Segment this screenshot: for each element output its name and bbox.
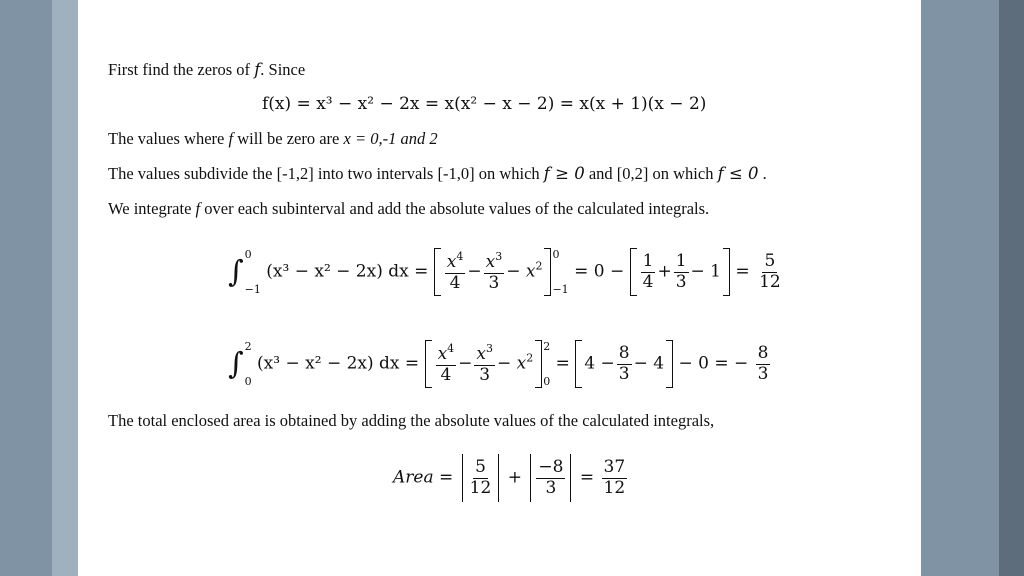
intro-suffix: . Since	[260, 60, 306, 79]
abs-bar	[498, 454, 499, 502]
frame-band-right-outer	[999, 0, 1024, 576]
integrate-line	[108, 199, 709, 219]
integral-upper-limit: 0	[244, 248, 252, 261]
area-result-denominator: 12	[603, 477, 626, 498]
integrand: (x³ − x² − 2x) dx =	[266, 261, 429, 282]
fraction: $\frac{1}{3}$	[675, 250, 687, 292]
integral-sign: ∫	[228, 346, 244, 382]
zeros-line	[108, 129, 438, 149]
fraction: $\frac{x^4}{4}$	[437, 341, 455, 385]
frame-band-left-inner	[52, 0, 78, 576]
zeros-f: f	[228, 129, 234, 148]
abs-bar	[570, 454, 571, 502]
zeros-values: x = 0,-1 and 2	[343, 129, 438, 148]
result-denominator: 12	[759, 271, 781, 292]
integrand: (x³ − x² − 2x) dx =	[257, 353, 420, 374]
fraction: $\frac{x^3}{3}$	[476, 341, 493, 385]
integral-limits	[245, 341, 252, 387]
fraction: $\frac{x^4}{4}$	[446, 249, 464, 293]
area-result-numerator: 37	[603, 456, 626, 477]
eval-upper-limit: 2	[543, 340, 551, 353]
fraction: $\frac{-8}{3}$	[538, 456, 564, 498]
integral-1-result	[757, 252, 783, 292]
evaluation-limits	[552, 249, 568, 295]
intervals-cond2: f ≤ 0	[717, 164, 759, 183]
area-equation: Area = $\frac{5}{12}$ + $\frac{-8}{3}$ = $\frac{37}{12}$	[393, 454, 629, 502]
frame-band-right-inner	[921, 0, 999, 576]
eval-lower-limit: −1	[552, 283, 569, 296]
fraction: $\frac{x^3}{3}$	[485, 249, 503, 293]
bracket-right	[666, 340, 673, 388]
bracket-left	[425, 340, 432, 388]
intro-f: f	[254, 60, 261, 79]
result-numerator: 8	[757, 342, 769, 363]
total-line	[108, 411, 714, 431]
intervals-prefix: The values subdivide the [-1,2] into two intervals [-1,0] on which	[108, 164, 544, 183]
fraction: $\frac{1}{4}$	[642, 250, 654, 292]
integral-limits	[245, 249, 261, 295]
integrate-suffix: over each subinterval and add the absolute values of the calculated integrals.	[200, 199, 710, 218]
zeros-prefix: The values where	[108, 129, 229, 148]
result-denominator: 3	[757, 363, 769, 384]
factorization-equation	[262, 94, 706, 114]
integral-2-equation: ∫ 2 0 (x³ − x² − 2x) dx = $\frac{x^4}{4}$ − $\frac{x^3}{3}$ − $x^2$ 2 0 = 4 − $\frac{8}{3}$ − 4 − 0 = − $\frac{8}{3}$	[228, 340, 769, 388]
intro-line	[108, 60, 305, 80]
intervals-suffix: .	[758, 164, 767, 183]
integral-1-rhs: = 0 −	[574, 261, 625, 282]
integral-2-result	[756, 344, 771, 384]
bracket-right	[544, 248, 551, 296]
abs-bar	[462, 454, 463, 502]
bracket-right	[723, 248, 730, 296]
total-text: The total enclosed area is obtained by adding the absolute values of the calculated integrals,	[108, 411, 715, 430]
integral-sign: ∫	[228, 254, 244, 290]
fraction: $\frac{5}{12}$	[469, 456, 492, 498]
intervals-middle: and [0,2] on which	[584, 164, 718, 183]
intervals-line	[108, 164, 767, 184]
frame-band-left-outer	[0, 0, 52, 576]
intervals-cond1: f ≥ 0	[543, 164, 585, 183]
factorization-text: f(x) = x³ − x² − 2x = x(x² − x − 2) = x(x + 1)(x − 2)	[262, 94, 707, 114]
bracket-right	[535, 340, 542, 388]
integral-2-rhs: − 0 = −	[678, 353, 749, 374]
bracket-left	[630, 248, 637, 296]
integral-1-equation: ∫ 0 −1 (x³ − x² − 2x) dx = $\frac{x^4}{4}$ − $\frac{x^3}{3}$ − $x^2$ 0 −1 = 0 − $\frac{1}{4}$ + $\frac{1}{3}$ − 1 = $\frac{5}{12}$	[228, 248, 781, 296]
eval-lower-limit: 0	[543, 375, 551, 388]
bracket-left	[575, 340, 582, 388]
integral-upper-limit: 2	[244, 340, 252, 353]
area-label: Area	[393, 467, 434, 488]
integral-lower-limit: −1	[244, 283, 261, 296]
result-numerator: 5	[764, 250, 776, 271]
intro-prefix: First find the zeros of	[108, 60, 255, 79]
eval-upper-limit: 0	[552, 248, 560, 261]
evaluation-limits	[543, 341, 550, 387]
integrate-prefix: We integrate	[108, 199, 196, 218]
zeros-middle: will be zero are	[233, 129, 344, 148]
area-result	[602, 458, 628, 498]
integral-lower-limit: 0	[244, 375, 252, 388]
abs-bar	[530, 454, 531, 502]
fraction: $\frac{8}{3}$	[618, 342, 630, 384]
integrate-f: f	[195, 199, 201, 218]
bracket-left	[434, 248, 441, 296]
